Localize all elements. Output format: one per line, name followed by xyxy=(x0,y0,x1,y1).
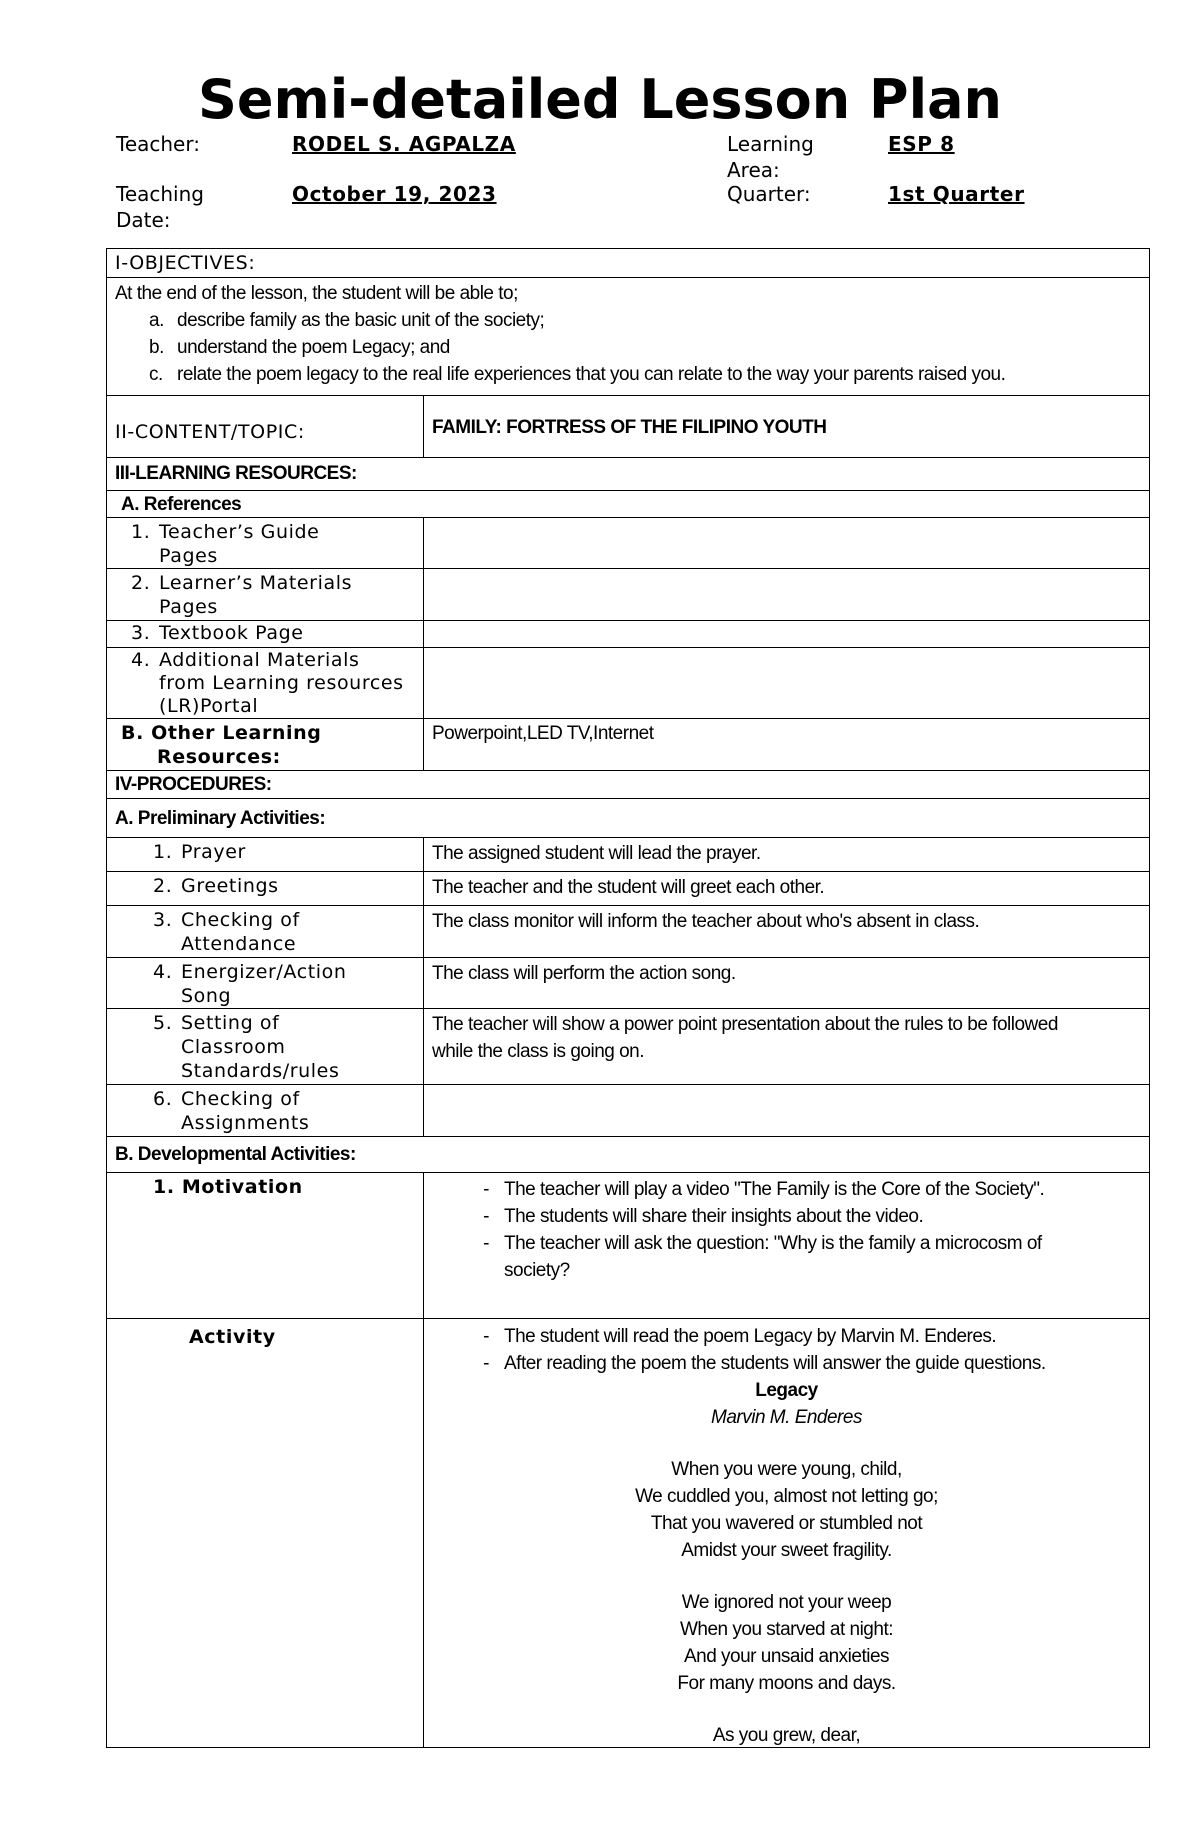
teacher-value: RODEL S. AGPALZA xyxy=(292,132,516,156)
reference-value xyxy=(424,648,1149,718)
preliminary-row: 6. Checking of Assignments xyxy=(106,1085,1150,1137)
other-resources-label: B. Other Learning Resources: xyxy=(107,719,424,770)
resources-heading: III-LEARNING RESOURCES: xyxy=(115,463,357,484)
reference-row: 1. Teacher’s Guide Pages xyxy=(106,518,1150,569)
learning-area-label: Learning Area: xyxy=(727,132,814,182)
preliminary-row: 1. Prayer The assigned student will lead the prayer. xyxy=(106,838,1150,872)
objectives-heading-row xyxy=(106,248,1150,278)
reference-row: 4. Additional Materials from Learning resources (LR)Portal xyxy=(106,648,1150,719)
motivation-row xyxy=(106,1173,1150,1319)
preliminary-row: 3. Checking of Attendance The class monitor will inform the teacher about who's absent in class. xyxy=(106,906,1150,958)
lesson-plan-table xyxy=(106,248,1150,1748)
resources-heading-row xyxy=(106,458,1150,491)
objective-item: c. relate the poem legacy to the real life experiences that you can relate to the way your parents raised you. xyxy=(149,364,1006,385)
references-heading-row xyxy=(106,491,1150,518)
poem-stanza: As you grew, dear, xyxy=(712,1725,861,1746)
motivation-label: 1. Motivation xyxy=(107,1173,424,1318)
quarter-label: Quarter: xyxy=(727,182,811,206)
poem-author: Marvin M. Enderes xyxy=(711,1407,862,1428)
objective-item: b. understand the poem Legacy; and xyxy=(149,337,450,358)
teaching-date-label: Teaching Date: xyxy=(116,182,204,232)
page-title: Semi-detailed Lesson Plan xyxy=(198,68,1002,131)
activity-body: - The student will read the poem Legacy by Marvin M. Enderes. - After reading the poem the students will answer the guide questions. Legacy Marvin M. Enderes When you were young, child, We cuddled you, almost not letting go; That you wavered or stumbled not Amidst your sweet fragility. We ignored not your weep When you starved at night: And your unsaid anxieties For many moons and days. As you grew, dear, xyxy=(424,1319,1149,1747)
other-resources-row xyxy=(106,719,1150,771)
objectives-heading: I-OBJECTIVES: xyxy=(115,252,256,274)
content-value: FAMILY: FORTRESS OF THE FILIPINO YOUTH xyxy=(432,417,827,438)
objectives-body xyxy=(107,278,1149,395)
objective-item: a. describe family as the basic unit of the society; xyxy=(149,310,545,331)
preliminary-row: 2. Greetings The teacher and the student will greet each other. xyxy=(106,872,1150,906)
procedures-heading-row xyxy=(106,771,1150,799)
poem-stanza: We ignored not your weep When you starved at night: And your unsaid anxieties For many moons and days. xyxy=(677,1592,896,1694)
reference-value xyxy=(424,621,1149,647)
poem-title: Legacy xyxy=(755,1380,818,1401)
preliminary-heading: A. Preliminary Activities: xyxy=(115,808,326,829)
other-resources-value: Powerpoint,LED TV,Internet xyxy=(432,723,654,744)
quarter-value: 1st Quarter xyxy=(888,182,1025,206)
teacher-label: Teacher: xyxy=(116,132,200,156)
reference-value xyxy=(424,518,1149,568)
reference-row: 2. Learner’s Materials Pages xyxy=(106,569,1150,621)
reference-value xyxy=(424,569,1149,620)
motivation-body: - The teacher will play a video "The Family is the Core of the Society". - The students will share their insights about the video. - The teacher will ask the question: "Why is the family a microcosm of society? xyxy=(483,1179,1045,1281)
objectives-intro: At the end of the lesson, the student will be able to; xyxy=(115,283,518,304)
activity-label: Activity xyxy=(107,1319,424,1747)
preliminary-row: 5. Setting of Classroom Standards/rules The teacher will show a power point presentation about the rules to be followed while the class is going on. xyxy=(106,1009,1150,1085)
teaching-date-value: October 19, 2023 xyxy=(292,182,497,206)
preliminary-row: 4. Energizer/Action Song The class will perform the action song. xyxy=(106,958,1150,1009)
objectives-row xyxy=(106,278,1150,396)
procedures-heading: IV-PROCEDURES: xyxy=(115,774,272,795)
activity-row xyxy=(106,1319,1150,1748)
poem-stanza: When you were young, child, We cuddled you, almost not letting go; That you wavered or stumbled not Amidst your sweet fragility. xyxy=(635,1459,938,1561)
content-label: II-CONTENT/TOPIC: xyxy=(107,396,424,457)
content-row xyxy=(106,396,1150,458)
developmental-heading-row xyxy=(106,1137,1150,1173)
developmental-heading: B. Developmental Activities: xyxy=(115,1144,356,1165)
reference-row: 3. Textbook Page xyxy=(106,621,1150,648)
preliminary-heading-row xyxy=(106,799,1150,838)
learning-area-value: ESP 8 xyxy=(888,132,955,156)
references-heading: A. References xyxy=(121,494,242,515)
